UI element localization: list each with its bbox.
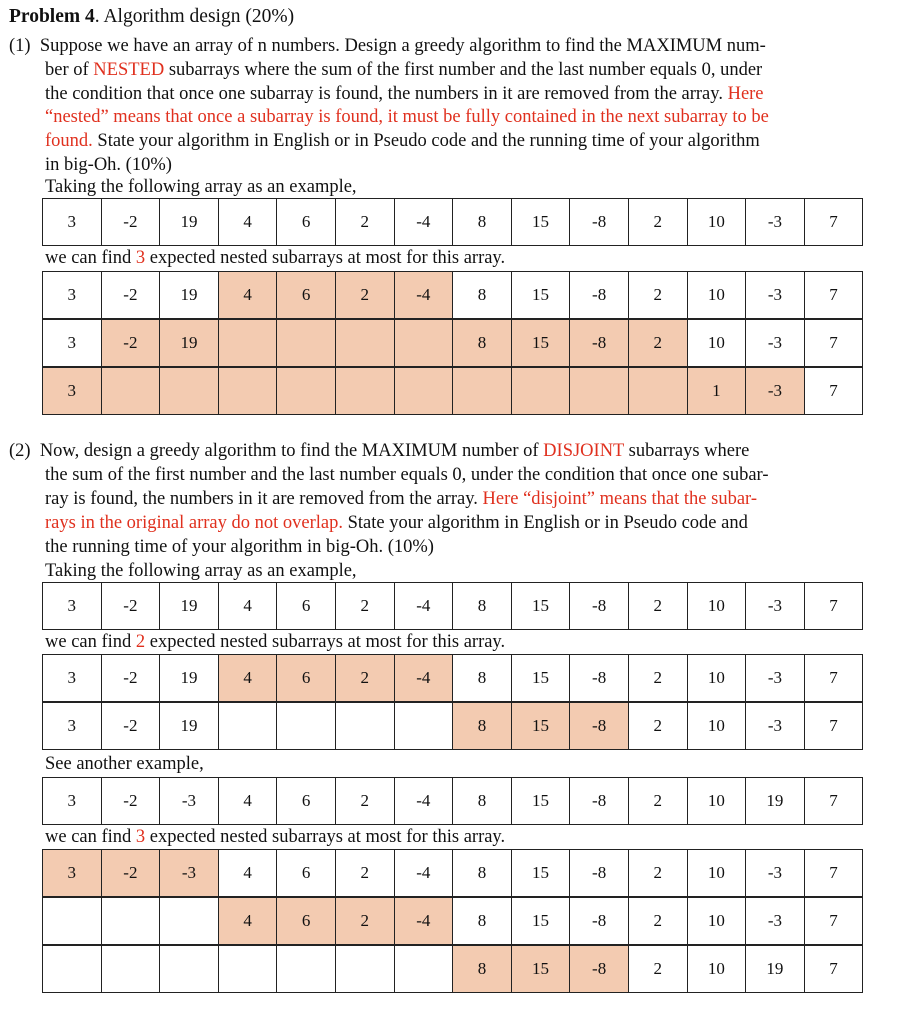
array-cell: 19 <box>160 272 219 319</box>
array-cell: 3 <box>43 368 102 415</box>
array-cell: -3 <box>746 655 805 702</box>
array-cell <box>394 368 453 415</box>
array-cell: 2 <box>628 199 687 246</box>
array-cell: 3 <box>43 583 102 630</box>
part2-result1: we can find 2 expected nested subarrays at most for this array. <box>45 632 506 652</box>
array-cell: 2 <box>628 703 687 750</box>
part2-line3: ray is found, the numbers in it are removed from the array. Here “disjoint” means that the subar- <box>45 489 757 509</box>
array-cell: 15 <box>511 655 570 702</box>
array-cell: 3 <box>43 199 102 246</box>
array-cell: 7 <box>804 850 863 897</box>
array-cell <box>335 320 394 367</box>
array-cell: 8 <box>453 778 512 825</box>
array-cell: 7 <box>804 320 863 367</box>
array-cell <box>453 368 512 415</box>
part2-line5: the running time of your algorithm in big-Oh. (10%) <box>45 537 434 557</box>
array-cell <box>394 703 453 750</box>
array-cell <box>43 946 102 993</box>
part2-array2-original <box>42 777 863 825</box>
part1-line4: “nested” means that once a subarray is found, it must be fully contained in the next subarray to be <box>45 107 769 127</box>
array-cell: 2 <box>335 850 394 897</box>
array-cell: 7 <box>804 703 863 750</box>
array-cell: -8 <box>570 946 629 993</box>
array-cell: 8 <box>453 199 512 246</box>
array-cell: 4 <box>218 898 277 945</box>
part2-array-original <box>42 582 863 630</box>
array-cell: 2 <box>628 946 687 993</box>
array-cell: 2 <box>628 778 687 825</box>
array-cell: 8 <box>453 272 512 319</box>
array-cell: 8 <box>453 703 512 750</box>
array-cell: 6 <box>277 655 336 702</box>
part2-array-step2 <box>42 702 863 750</box>
array-cell: 2 <box>628 655 687 702</box>
array-cell: -8 <box>570 272 629 319</box>
array-cell: -2 <box>101 272 160 319</box>
array-cell <box>101 898 160 945</box>
array-cell <box>628 368 687 415</box>
array-cell: 7 <box>804 199 863 246</box>
array-cell: 19 <box>160 655 219 702</box>
array-cell <box>277 368 336 415</box>
array-cell: -4 <box>394 778 453 825</box>
array-cell: 6 <box>277 898 336 945</box>
problem-title: Problem 4. Algorithm design (20%) <box>9 6 295 27</box>
array-cell: -3 <box>746 320 805 367</box>
part1-example-intro: Taking the following array as an example, <box>45 177 357 197</box>
array-cell: 10 <box>687 898 746 945</box>
array-cell: 7 <box>804 272 863 319</box>
array-cell: -4 <box>394 850 453 897</box>
array-cell: 10 <box>687 320 746 367</box>
array-cell: -3 <box>746 898 805 945</box>
part2-line2: the sum of the first number and the last number equals 0, under the condition that once one subar- <box>45 465 769 485</box>
array-cell: 6 <box>277 583 336 630</box>
part1-line3: the condition that once one subarray is found, the numbers in it are removed from the array. Here <box>45 84 764 104</box>
array-cell: 2 <box>335 583 394 630</box>
array-cell <box>218 320 277 367</box>
array-cell: 6 <box>277 199 336 246</box>
array-cell: 19 <box>160 320 219 367</box>
array-cell <box>101 368 160 415</box>
array-cell <box>101 946 160 993</box>
array-cell: -2 <box>101 655 160 702</box>
array-cell <box>335 368 394 415</box>
array-cell: 8 <box>453 946 512 993</box>
array-cell: 19 <box>746 778 805 825</box>
array-cell: 4 <box>218 583 277 630</box>
array-cell <box>218 946 277 993</box>
part1-line6: in big-Oh. (10%) <box>45 155 172 175</box>
array-cell: 15 <box>511 946 570 993</box>
array-cell: -4 <box>394 199 453 246</box>
array-cell <box>335 946 394 993</box>
array-cell: 2 <box>335 778 394 825</box>
part2-line4: rays in the original array do not overlap. State your algorithm in English or in Pseudo code and <box>45 513 748 533</box>
array-cell <box>43 898 102 945</box>
array-cell: 2 <box>335 655 394 702</box>
part1-array-step1 <box>42 271 863 319</box>
array-cell: 7 <box>804 655 863 702</box>
array-cell: 15 <box>511 898 570 945</box>
array-cell: 3 <box>43 320 102 367</box>
array-cell: 4 <box>218 850 277 897</box>
part1-line5: found. State your algorithm in English or in Pseudo code and the running time of your algorithm <box>45 131 760 151</box>
array-cell: 3 <box>43 272 102 319</box>
array-cell: 15 <box>511 850 570 897</box>
array-cell: 2 <box>335 199 394 246</box>
array-cell: 10 <box>687 199 746 246</box>
array-cell: 19 <box>746 946 805 993</box>
array-cell: 19 <box>160 583 219 630</box>
array-cell <box>394 946 453 993</box>
array-cell: -4 <box>394 655 453 702</box>
array-cell: 19 <box>160 703 219 750</box>
array-cell: 3 <box>43 655 102 702</box>
array-cell: 3 <box>43 850 102 897</box>
array-cell: 8 <box>453 320 512 367</box>
array-cell: 8 <box>453 850 512 897</box>
array-cell: -8 <box>570 583 629 630</box>
array-cell: -8 <box>570 703 629 750</box>
array-cell: 4 <box>218 272 277 319</box>
array-cell: -4 <box>394 272 453 319</box>
array-cell <box>218 368 277 415</box>
part2-line1: (2) Now, design a greedy algorithm to find the MAXIMUM number of DISJOINT subarrays where <box>9 441 750 461</box>
array-cell: 2 <box>335 272 394 319</box>
array-cell: 7 <box>804 583 863 630</box>
part1-array-original <box>42 198 863 246</box>
array-cell: -3 <box>746 583 805 630</box>
part1-result: we can find 3 expected nested subarrays at most for this array. <box>45 248 506 268</box>
array-cell: 10 <box>687 703 746 750</box>
array-cell: -2 <box>101 850 160 897</box>
part1-array-step2 <box>42 319 863 367</box>
array-cell: 15 <box>511 320 570 367</box>
array-cell: 4 <box>218 199 277 246</box>
array-cell: 7 <box>804 946 863 993</box>
array-cell: 7 <box>804 368 863 415</box>
array-cell: 2 <box>628 320 687 367</box>
array-cell <box>511 368 570 415</box>
part1-array-step3 <box>42 367 863 415</box>
array-cell: 2 <box>628 850 687 897</box>
array-cell: 6 <box>277 272 336 319</box>
array-cell: 6 <box>277 850 336 897</box>
array-cell: -3 <box>746 850 805 897</box>
part2-array2-step1 <box>42 849 863 897</box>
array-cell: -8 <box>570 655 629 702</box>
array-cell: 10 <box>687 946 746 993</box>
array-cell: 10 <box>687 778 746 825</box>
part1-line2: ber of NESTED subarrays where the sum of the first number and the last number equals 0, under <box>45 60 763 80</box>
array-cell: -8 <box>570 850 629 897</box>
array-cell <box>277 703 336 750</box>
part2-result2: we can find 3 expected nested subarrays at most for this array. <box>45 827 506 847</box>
array-cell: -8 <box>570 320 629 367</box>
array-cell: 8 <box>453 583 512 630</box>
part2-example-intro: Taking the following array as an example, <box>45 561 357 581</box>
array-cell: 10 <box>687 655 746 702</box>
part1-line1: (1) Suppose we have an array of n numbers. Design a greedy algorithm to find the MAXIMUM num- <box>9 36 766 56</box>
array-cell: -2 <box>101 583 160 630</box>
array-cell <box>570 368 629 415</box>
part2-array2-step3 <box>42 945 863 993</box>
array-cell: 3 <box>43 703 102 750</box>
array-cell: 7 <box>804 778 863 825</box>
part2-array-step1 <box>42 654 863 702</box>
array-cell: 2 <box>335 898 394 945</box>
array-cell: 7 <box>804 898 863 945</box>
array-cell: 10 <box>687 272 746 319</box>
part2-array2-step2 <box>42 897 863 945</box>
array-cell: -8 <box>570 778 629 825</box>
array-cell: 15 <box>511 778 570 825</box>
array-cell: -3 <box>160 850 219 897</box>
array-cell: -3 <box>746 272 805 319</box>
array-cell <box>394 320 453 367</box>
array-cell: -4 <box>394 898 453 945</box>
array-cell <box>277 320 336 367</box>
array-cell: 3 <box>43 778 102 825</box>
array-cell: 8 <box>453 898 512 945</box>
array-cell: 19 <box>160 199 219 246</box>
array-cell: 8 <box>453 655 512 702</box>
array-cell: 15 <box>511 199 570 246</box>
array-cell: -3 <box>746 368 805 415</box>
array-cell <box>160 898 219 945</box>
array-cell: -4 <box>394 583 453 630</box>
array-cell: 4 <box>218 778 277 825</box>
array-cell: -3 <box>160 778 219 825</box>
array-cell <box>160 368 219 415</box>
array-cell: 15 <box>511 272 570 319</box>
array-cell: 2 <box>628 272 687 319</box>
array-cell: -8 <box>570 898 629 945</box>
array-cell: 10 <box>687 583 746 630</box>
array-cell: -3 <box>746 199 805 246</box>
array-cell: -8 <box>570 199 629 246</box>
array-cell: 1 <box>687 368 746 415</box>
array-cell: 10 <box>687 850 746 897</box>
array-cell: -2 <box>101 320 160 367</box>
array-cell: -2 <box>101 703 160 750</box>
array-cell: 15 <box>511 583 570 630</box>
array-cell: 2 <box>628 583 687 630</box>
array-cell: 2 <box>628 898 687 945</box>
array-cell <box>160 946 219 993</box>
array-cell: 15 <box>511 703 570 750</box>
array-cell <box>335 703 394 750</box>
array-cell <box>277 946 336 993</box>
array-cell: -3 <box>746 703 805 750</box>
array-cell: 6 <box>277 778 336 825</box>
array-cell: 4 <box>218 655 277 702</box>
array-cell: -2 <box>101 199 160 246</box>
part2-another-example: See another example, <box>45 754 204 774</box>
array-cell: -2 <box>101 778 160 825</box>
array-cell <box>218 703 277 750</box>
